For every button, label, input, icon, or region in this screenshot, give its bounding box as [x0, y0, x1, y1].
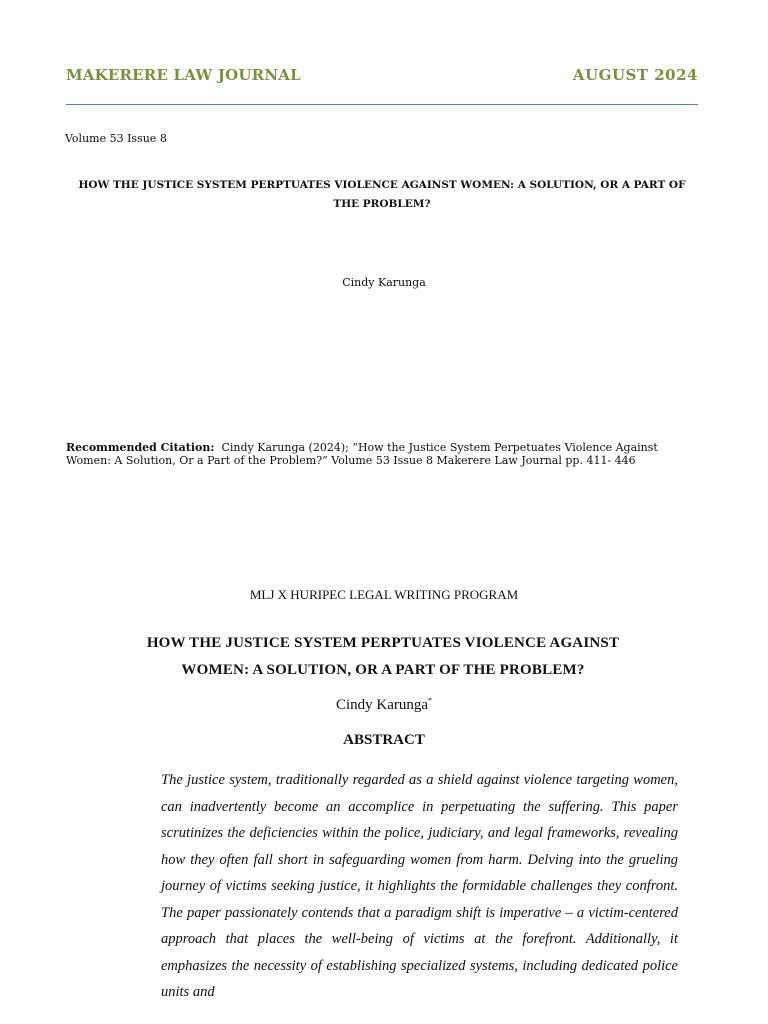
citation-label: Recommended Citation: — [66, 441, 215, 454]
author-name: Cindy Karunga — [335, 697, 429, 713]
article-title — [100, 630, 666, 684]
article-title-line-1: HOW THE JUSTICE SYSTEM PERPTUATES VIOLENCE AGAINST — [146, 635, 620, 651]
abstract-heading: ABSTRACT — [343, 732, 425, 748]
journal-name: MAKERERE LAW JOURNAL — [66, 66, 301, 84]
header-divider — [66, 104, 698, 105]
volume-issue: Volume 53 Issue 8 — [65, 132, 167, 145]
issue-date: AUGUST 2024 — [572, 66, 698, 84]
article-title-line-2: WOMEN: A SOLUTION, OR A PART OF THE PROBLEM? — [181, 662, 585, 678]
citation-text: Cindy Karunga (2024); “How the Justice System Perpetuates Violence Against Women: A Solution, Or a Part of the Problem?” Volume 53 Issue 8 Makerere Law Journal pp. 411- 446 — [66, 441, 658, 467]
journal-header — [66, 66, 698, 84]
article-author — [0, 696, 768, 714]
recommended-citation — [66, 441, 698, 467]
program-name: MLJ X HURIPEC LEGAL WRITING PROGRAM — [249, 587, 519, 602]
footnote-marker[interactable]: * — [428, 696, 433, 705]
cover-title: HOW THE JUSTICE SYSTEM PERPTUATES VIOLENCE AGAINST WOMEN: A SOLUTION, OR A PART OF THE PROBLEM? — [78, 179, 686, 210]
cover-author: Cindy Karunga — [342, 276, 426, 289]
abstract-text: The justice system, traditionally regarded as a shield against violence targeting women, can inadvertently become an accomplice in perpetuating the suffering. This paper scrutinizes the deficiencies within the police, judiciary, and legal frameworks, revealing how they often fall short in safeguarding women from harm. Delving into the grueling journey of victims seeking justice, it highlights the formidable challenges they confront. The paper passionately contends that a paradigm shift is imperative – a victim-centered approach that places the well-being of victims at the forefront. Additionally, it emphasizes the necessity of establishing specialized systems, including dedicated police units and — [161, 772, 678, 1000]
